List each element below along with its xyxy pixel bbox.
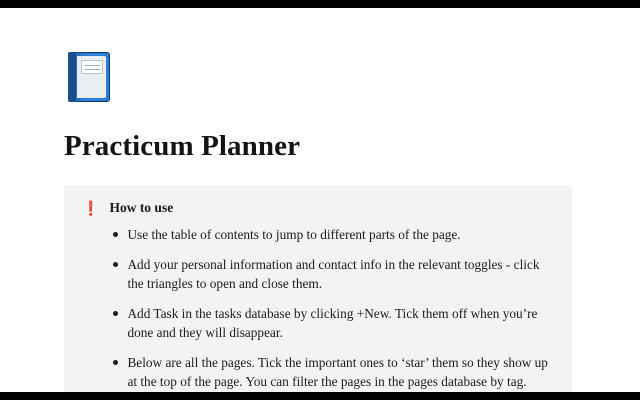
notebook-graphic [68,52,112,102]
callout-block [64,185,572,392]
red-exclamation-icon: ❗ [82,200,100,216]
page-content [0,8,640,392]
instruction-list [109,225,554,391]
document-page [0,8,640,392]
list-item: Add Task in the tasks database by clicking +New. Tick them off when you’re done and they will disappear. [109,304,554,342]
callout-heading: How to use [109,200,174,215]
blue-notebook-icon[interactable] [64,48,116,104]
list-item: Use the table of contents to jump to different parts of the page. [109,225,554,244]
callout-body [109,199,554,391]
notebook-label [81,60,103,74]
list-item: Below are all the pages. Tick the important ones to ‘star’ them so they show up at the top of the page. You can filter the pages in the pages database by tag. [109,353,554,391]
list-item: Add your personal information and contact info in the relevant toggles - click the triangles to open and close them. [109,255,554,293]
page-title: Practicum Planner [64,130,301,162]
